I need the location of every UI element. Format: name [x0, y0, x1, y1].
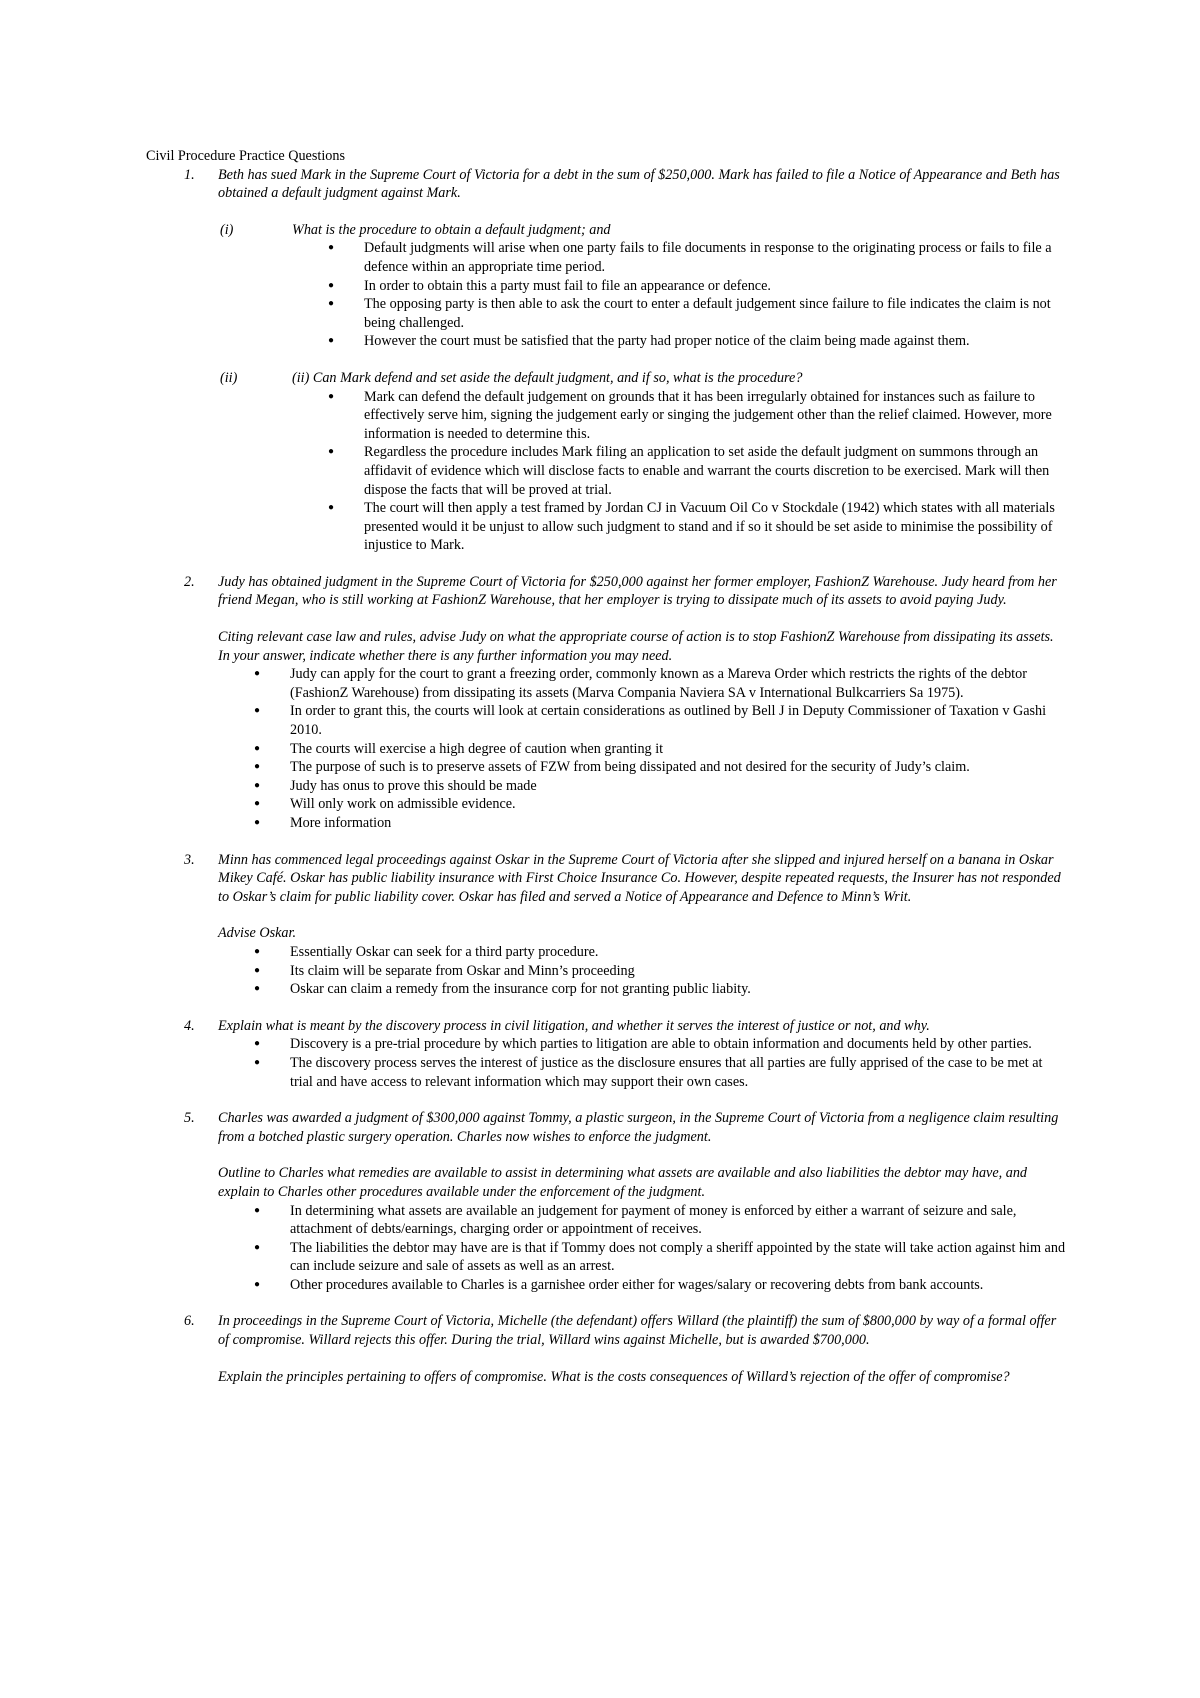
question-number: 3.	[184, 851, 195, 868]
question-number: 5.	[184, 1110, 195, 1127]
question-text: Minn has commenced legal proceedings against Oskar in the Supreme Court of Victoria after she slipped and injured herself on a banana in Oskar Mikey Café. Oskar has public liability insurance with First Choice Insurance Co. However, despite repeated requests, the Insurer has not responded to Oskar’s claim for public liability cover. Oskar has filed and served a Notice of Appearance and Defence to Minn’s Writ.	[218, 851, 1061, 905]
bullet-icon: ●	[254, 798, 261, 810]
bullet-icon: ●	[254, 1038, 261, 1050]
list-item: ● In order to obtain this a party must fail to file an appearance or defence.	[328, 277, 771, 294]
bullet-icon: ●	[254, 1204, 261, 1216]
question-number: 2.	[184, 573, 195, 590]
list-item: ● The courts will exercise a high degree of caution when granting it	[254, 740, 664, 757]
part-number: (i)	[220, 221, 234, 238]
list-item: ● Will only work on admissible evidence.	[254, 796, 516, 813]
bullet-icon: ●	[328, 242, 335, 254]
part-text: (ii) Can Mark defend and set aside the default judgment, and if so, what is the procedure?	[292, 369, 803, 386]
bullet-icon: ●	[254, 779, 261, 791]
list-item: ● Oskar can claim a remedy from the insurance corp for not granting public liabity.	[254, 981, 751, 998]
answer-list	[328, 239, 1066, 351]
question-number: 6.	[184, 1313, 195, 1330]
bullet-icon: ●	[328, 502, 335, 514]
question-prompt: Outline to Charles what remedies are available to assist in determining what assets are available and also liabilities the debtor may have, and explain to Charles other procedures available under the enforcement of the judgment.	[218, 1165, 1028, 1200]
list-item: ● The purpose of such is to preserve assets of FZW from being dissipated and not desired for the security of Judy’s claim.	[254, 759, 970, 776]
bullet-icon: ●	[328, 335, 335, 347]
list-item: ● Essentially Oskar can seek for a third party procedure.	[254, 943, 599, 960]
question-prompt: Explain the principles pertaining to offers of compromise. What is the costs consequences of Willard’s rejection of the offer of compromise?	[218, 1368, 1010, 1385]
question-prompt: Advise Oskar.	[218, 925, 297, 942]
list-item: ● However the court must be satisfied that the party had proper notice of the claim being made against them.	[328, 333, 970, 350]
question-number: 4.	[184, 1017, 195, 1034]
document-page	[146, 147, 1066, 1386]
list-item: ● In determining what assets are available an judgement for payment of money is enforced by either a warrant of seizure and sale, attachment of debts/earnings, charging order or appointment of receives.	[254, 1202, 1017, 1238]
list-item: ● Other procedures available to Charles is a garnishee order either for wages/salary or recovering debts from bank accounts.	[254, 1276, 984, 1293]
bullet-icon: ●	[328, 279, 335, 291]
bullet-icon: ●	[254, 945, 261, 957]
bullet-icon: ●	[328, 298, 335, 310]
question-text: Charles was awarded a judgment of $300,000 against Tommy, a plastic surgeon, in the Supreme Court of Victoria from a negligence claim resulting from a botched plastic surgery operation. Charles now wishes to enforce the judgment.	[218, 1110, 1059, 1145]
bullet-icon: ●	[254, 668, 261, 680]
bullet-icon: ●	[328, 446, 335, 458]
question-text: In proceedings in the Supreme Court of Victoria, Michelle (the defendant) offers Willard (the plaintiff) the sum of $800,000 by way of a formal offer of compromise. Willard rejects this offer. During the trial, Willard wins against Michelle, but is awarded $700,000.	[218, 1313, 1057, 1349]
question-5	[146, 1109, 1066, 1294]
list-item: ● The opposing party is then able to ask the court to enter a default judgement since failure to file indicates the claim is not being challenged.	[328, 296, 1051, 331]
list-item: ● The discovery process serves the interest of justice as the disclosure ensures that all parties are fully apprised of the case to be met at trial and have access to relevant information which may support their own cases.	[254, 1054, 1043, 1090]
answer-list	[254, 1202, 1066, 1295]
list-item: ● The liabilities the debtor may have are is that if Tommy does not comply a sheriff appointed by the state will take action against him and can include seizure and sale of assets as well as an arrest.	[254, 1239, 1066, 1275]
part-text: What is the procedure to obtain a default judgment; and	[292, 221, 611, 238]
part-number: (ii)	[220, 369, 238, 386]
list-item: ● In order to grant this, the courts will look at certain considerations as outlined by Bell J in Deputy Commissioner of Taxation v Gashi 2010.	[254, 703, 1047, 739]
list-item: ● Discovery is a pre-trial procedure by which parties to litigation are able to obtain information and documents held by other parties.	[254, 1036, 1032, 1053]
bullet-icon: ●	[254, 1278, 261, 1290]
list-item: ● More information	[254, 815, 392, 831]
list-item: ● Regardless the procedure includes Mark filing an application to set aside the default judgment on summons through an affidavit of evidence which will disclose facts to enable and warrant the courts discretion to be exercised. Mark will then dispose the facts that will be proved at trial.	[328, 444, 1050, 498]
question-4	[146, 1017, 1066, 1091]
bullet-icon: ●	[328, 390, 335, 402]
list-item: ● Default judgments will arise when one party fails to file documents in response to the originating process or fails to file a defence within an appropriate time period.	[328, 240, 1052, 275]
answer-list	[254, 943, 1066, 999]
list-item: ● The court will then apply a test framed by Jordan CJ in Vacuum Oil Co v Stockdale (1942) which states with all materials presented would it be unjust to allow such judgment to stand and if so it should be set aside to minimise the possibility of injustice to Mark.	[328, 500, 1055, 554]
list-item: ● Its claim will be separate from Oskar and Minn’s proceeding	[254, 962, 635, 979]
question-2	[146, 573, 1066, 833]
question-6	[146, 1312, 1066, 1386]
question-1-part-ii	[146, 369, 1066, 555]
bullet-icon: ●	[254, 817, 261, 828]
question-text: Judy has obtained judgment in the Supreme Court of Victoria for $250,000 against her former employer, FashionZ Warehouse. Judy heard from her friend Megan, who is still working at FashionZ Warehouse, that her employer is trying to dissipate much of its assets to avoid paying Judy.	[218, 573, 1057, 609]
answer-list	[254, 665, 1066, 832]
list-item: ● Judy has onus to prove this should be made	[254, 777, 537, 794]
bullet-icon: ●	[254, 1241, 261, 1253]
answer-list	[254, 1035, 1066, 1091]
document-title: Civil Procedure Practice Questions	[146, 148, 345, 164]
question-1	[146, 166, 1066, 203]
question-text: Explain what is meant by the discovery process in civil litigation, and whether it serves the interest of justice or not, and why.	[218, 1017, 930, 1034]
bullet-icon: ●	[254, 964, 261, 976]
question-1-part-i	[146, 221, 1066, 351]
list-item: ● Mark can defend the default judgement on grounds that it has been irregularly obtained for instances such as failure to effectively serve him, signing the judgement early or singing the judgement other than the relief claimed. However, more information is needed to determine this.	[328, 388, 1052, 442]
bullet-icon: ●	[254, 742, 261, 754]
bullet-icon: ●	[254, 1056, 261, 1068]
answer-list	[328, 388, 1066, 555]
bullet-icon: ●	[254, 761, 261, 773]
question-number: 1.	[184, 166, 195, 183]
question-text: Beth has sued Mark in the Supreme Court of Victoria for a debt in the sum of $250,000. Mark has failed to file a Notice of Appearance and Beth has obtained a default judgment against Mark.	[218, 166, 1060, 202]
list-item: ● Judy can apply for the court to grant a freezing order, commonly known as a Mareva Order which restricts the rights of the debtor (FashionZ Warehouse) from dissipating its assets (Marva Compania Naviera SA v International Bulkcarriers Sa 1975).	[254, 666, 1027, 701]
bullet-icon: ●	[254, 705, 261, 717]
question-3	[146, 851, 1066, 999]
bullet-icon: ●	[254, 983, 261, 995]
question-prompt: Citing relevant case law and rules, advise Judy on what the appropriate course of action is to stop FashionZ Warehouse from dissipating its assets. In your answer, indicate whether there is any further information you may need.	[218, 629, 1054, 664]
